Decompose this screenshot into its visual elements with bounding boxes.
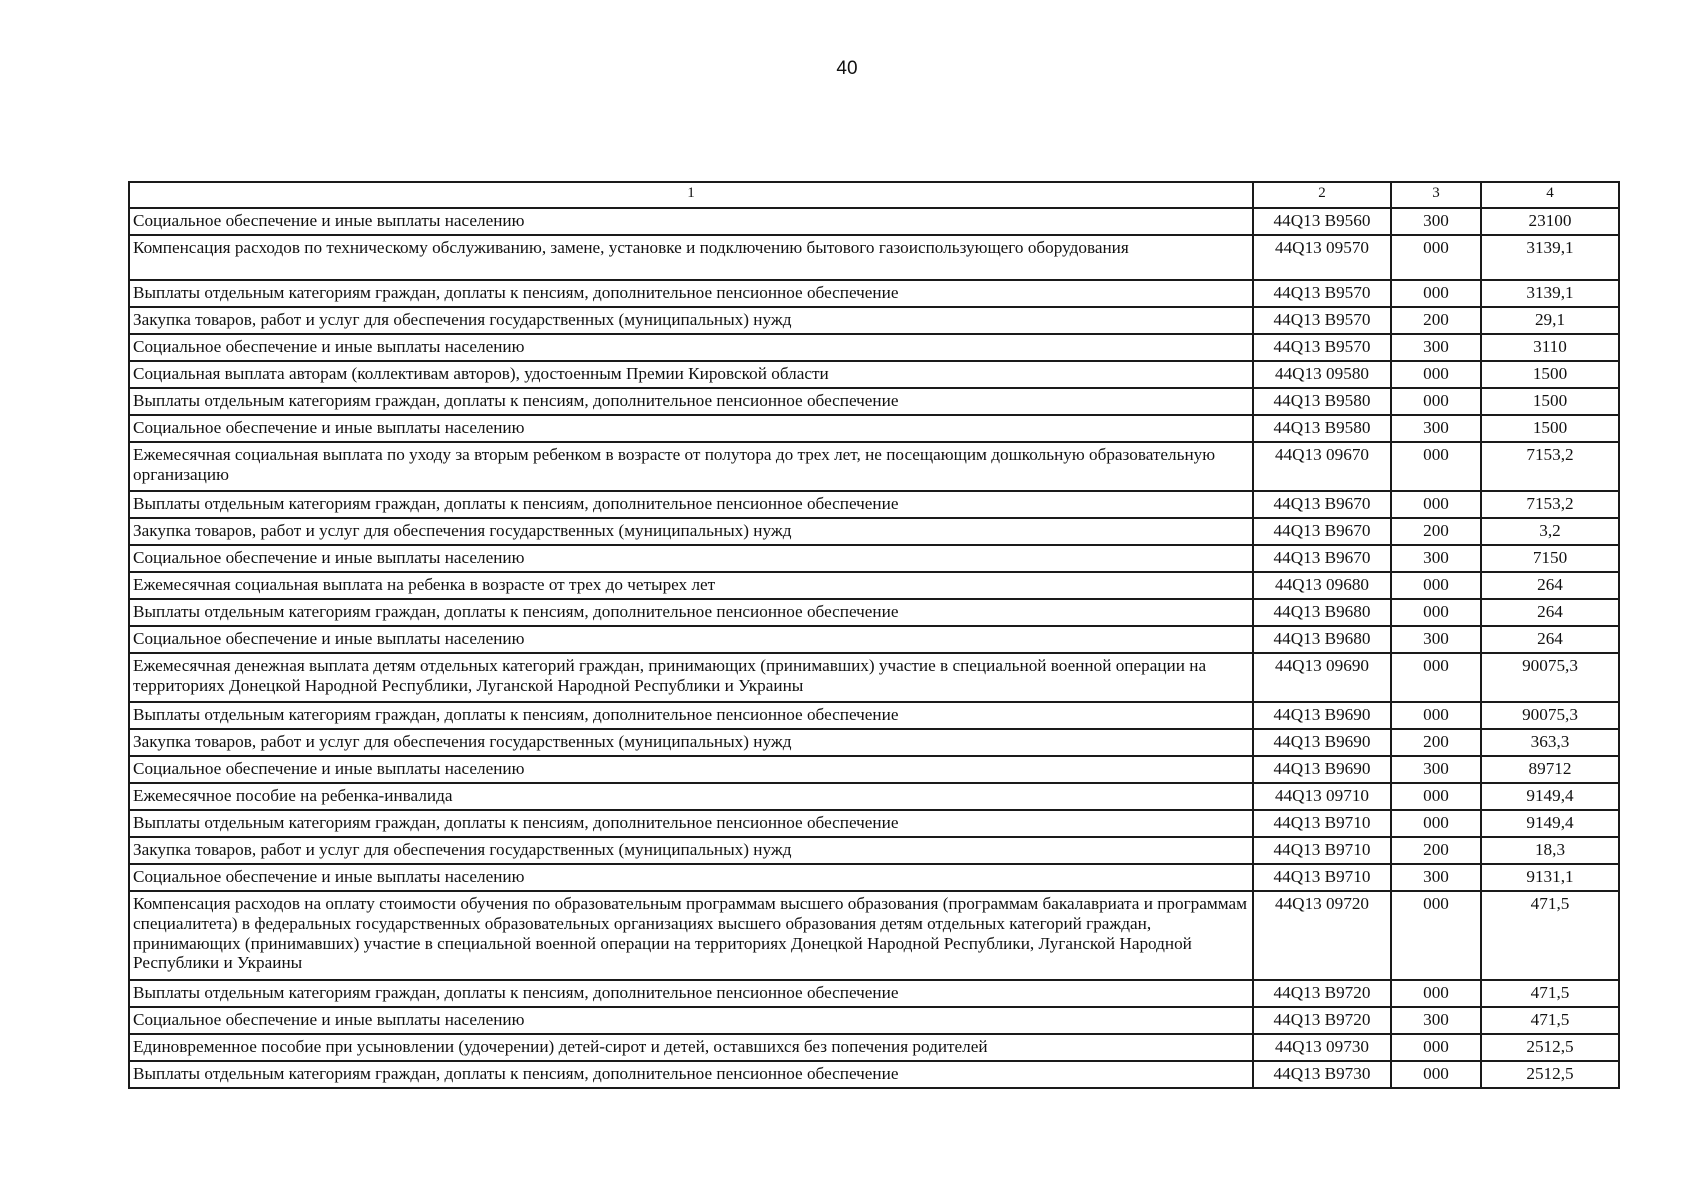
- row-code-cell: 44Q13 B9560: [1253, 208, 1391, 235]
- row-type-cell: 000: [1391, 235, 1481, 280]
- row-type-cell: 000: [1391, 1034, 1481, 1061]
- row-amount-cell: 264: [1481, 599, 1619, 626]
- row-name-cell: Социальное обеспечение и иные выплаты населению: [129, 208, 1253, 235]
- table-row: [129, 626, 1619, 653]
- table-row: [129, 208, 1619, 235]
- table-row: [129, 235, 1619, 280]
- row-code-cell: 44Q13 B9670: [1253, 545, 1391, 572]
- table-row: [129, 518, 1619, 545]
- row-type-cell: 000: [1391, 599, 1481, 626]
- row-name-cell: Социальное обеспечение и иные выплаты населению: [129, 545, 1253, 572]
- table-row: [129, 891, 1619, 980]
- row-type-cell: 000: [1391, 491, 1481, 518]
- column-header-3: 3: [1391, 182, 1481, 208]
- table-row: [129, 729, 1619, 756]
- table-row: [129, 864, 1619, 891]
- row-type-cell: 000: [1391, 1061, 1481, 1088]
- row-type-cell: 000: [1391, 891, 1481, 980]
- row-code-cell: 44Q13 B9570: [1253, 280, 1391, 307]
- row-code-cell: 44Q13 B9690: [1253, 729, 1391, 756]
- row-code-cell: 44Q13 B9570: [1253, 307, 1391, 334]
- row-code-cell: 44Q13 B9680: [1253, 599, 1391, 626]
- table-row: [129, 837, 1619, 864]
- row-amount-cell: 7153,2: [1481, 442, 1619, 491]
- row-amount-cell: 3,2: [1481, 518, 1619, 545]
- row-amount-cell: 9149,4: [1481, 783, 1619, 810]
- row-type-cell: 200: [1391, 307, 1481, 334]
- row-name-cell: Выплаты отдельным категориям граждан, доплаты к пенсиям, дополнительное пенсионное обеспечение: [129, 1061, 1253, 1088]
- row-type-cell: 300: [1391, 756, 1481, 783]
- row-amount-cell: 3110: [1481, 334, 1619, 361]
- row-amount-cell: 2512,5: [1481, 1034, 1619, 1061]
- row-amount-cell: 264: [1481, 572, 1619, 599]
- row-type-cell: 300: [1391, 415, 1481, 442]
- row-code-cell: 44Q13 B9690: [1253, 702, 1391, 729]
- row-name-cell: Ежемесячное пособие на ребенка-инвалида: [129, 783, 1253, 810]
- table-row: [129, 653, 1619, 702]
- row-type-cell: 000: [1391, 280, 1481, 307]
- row-amount-cell: 23100: [1481, 208, 1619, 235]
- page-number: 40: [836, 58, 858, 79]
- table-row: [129, 307, 1619, 334]
- table-row: [129, 388, 1619, 415]
- row-amount-cell: 1500: [1481, 415, 1619, 442]
- row-name-cell: Выплаты отдельным категориям граждан, доплаты к пенсиям, дополнительное пенсионное обеспечение: [129, 810, 1253, 837]
- row-type-cell: 300: [1391, 626, 1481, 653]
- row-name-cell: Выплаты отдельным категориям граждан, доплаты к пенсиям, дополнительное пенсионное обеспечение: [129, 491, 1253, 518]
- row-amount-cell: 471,5: [1481, 1007, 1619, 1034]
- row-type-cell: 200: [1391, 837, 1481, 864]
- table-row: [129, 361, 1619, 388]
- row-name-cell: Социальная выплата авторам (коллективам авторов), удостоенным Премии Кировской области: [129, 361, 1253, 388]
- row-type-cell: 000: [1391, 388, 1481, 415]
- row-name-cell: Социальное обеспечение и иные выплаты населению: [129, 415, 1253, 442]
- row-code-cell: 44Q13 B9730: [1253, 1061, 1391, 1088]
- row-type-cell: 300: [1391, 864, 1481, 891]
- table-row: [129, 415, 1619, 442]
- row-type-cell: 200: [1391, 729, 1481, 756]
- row-name-cell: Социальное обеспечение и иные выплаты населению: [129, 334, 1253, 361]
- column-header-1: 1: [129, 182, 1253, 208]
- row-name-cell: Закупка товаров, работ и услуг для обеспечения государственных (муниципальных) нужд: [129, 837, 1253, 864]
- table-row: [129, 572, 1619, 599]
- row-code-cell: 44Q13 B9570: [1253, 334, 1391, 361]
- row-code-cell: 44Q13 B9670: [1253, 491, 1391, 518]
- row-name-cell: Ежемесячная социальная выплата по уходу за вторым ребенком в возрасте от полутора до трех лет, не посещающим дошкольную образовательную организацию: [129, 442, 1253, 491]
- row-code-cell: 44Q13 09710: [1253, 783, 1391, 810]
- table-row: [129, 783, 1619, 810]
- row-amount-cell: 9149,4: [1481, 810, 1619, 837]
- row-amount-cell: 2512,5: [1481, 1061, 1619, 1088]
- row-amount-cell: 18,3: [1481, 837, 1619, 864]
- row-name-cell: Выплаты отдельным категориям граждан, доплаты к пенсиям, дополнительное пенсионное обеспечение: [129, 599, 1253, 626]
- table-header-row: [129, 182, 1619, 208]
- row-name-cell: Ежемесячная денежная выплата детям отдельных категорий граждан, принимающих (принимавших) участие в специальной военной операции на территориях Донецкой Народной Республики, Луганской Народной Республики и Украины: [129, 653, 1253, 702]
- table-row: [129, 334, 1619, 361]
- row-name-cell: Единовременное пособие при усыновлении (удочерении) детей-сирот и детей, оставшихся без попечения родителей: [129, 1034, 1253, 1061]
- row-name-cell: Социальное обеспечение и иные выплаты населению: [129, 1007, 1253, 1034]
- row-amount-cell: 471,5: [1481, 980, 1619, 1007]
- table-row: [129, 491, 1619, 518]
- row-name-cell: Ежемесячная социальная выплата на ребенка в возрасте от трех до четырех лет: [129, 572, 1253, 599]
- column-header-4: 4: [1481, 182, 1619, 208]
- row-type-cell: 000: [1391, 810, 1481, 837]
- table-row: [129, 756, 1619, 783]
- table-row: [129, 442, 1619, 491]
- row-amount-cell: 1500: [1481, 388, 1619, 415]
- row-amount-cell: 90075,3: [1481, 702, 1619, 729]
- row-amount-cell: 3139,1: [1481, 235, 1619, 280]
- row-amount-cell: 1500: [1481, 361, 1619, 388]
- row-name-cell: Компенсация расходов на оплату стоимости обучения по образовательным программам высшего образования (программам бакалавриата и программам специалитета) в федеральных государственных образовательных организациях высшего образования детям отдельных категорий граждан, принимающих (принимавших) участие в специальной военной операции на территориях Донецкой Народной Республики, Луганской Народной Республики и Украины: [129, 891, 1253, 980]
- table-row: [129, 810, 1619, 837]
- row-type-cell: 000: [1391, 442, 1481, 491]
- row-type-cell: 000: [1391, 702, 1481, 729]
- row-type-cell: 300: [1391, 1007, 1481, 1034]
- row-type-cell: 300: [1391, 334, 1481, 361]
- budget-table: [128, 181, 1620, 1089]
- row-name-cell: Закупка товаров, работ и услуг для обеспечения государственных (муниципальных) нужд: [129, 307, 1253, 334]
- row-code-cell: 44Q13 B9720: [1253, 980, 1391, 1007]
- row-code-cell: 44Q13 09720: [1253, 891, 1391, 980]
- row-code-cell: 44Q13 B9720: [1253, 1007, 1391, 1034]
- row-name-cell: Выплаты отдельным категориям граждан, доплаты к пенсиям, дополнительное пенсионное обеспечение: [129, 280, 1253, 307]
- row-code-cell: 44Q13 B9680: [1253, 626, 1391, 653]
- row-type-cell: 000: [1391, 980, 1481, 1007]
- row-code-cell: 44Q13 B9580: [1253, 415, 1391, 442]
- row-code-cell: 44Q13 B9710: [1253, 864, 1391, 891]
- column-header-2: 2: [1253, 182, 1391, 208]
- row-code-cell: 44Q13 09730: [1253, 1034, 1391, 1061]
- table-row: [129, 545, 1619, 572]
- row-amount-cell: 7153,2: [1481, 491, 1619, 518]
- row-type-cell: 000: [1391, 361, 1481, 388]
- row-code-cell: 44Q13 09680: [1253, 572, 1391, 599]
- row-code-cell: 44Q13 B9670: [1253, 518, 1391, 545]
- row-type-cell: 000: [1391, 783, 1481, 810]
- row-amount-cell: 363,3: [1481, 729, 1619, 756]
- row-code-cell: 44Q13 09580: [1253, 361, 1391, 388]
- row-amount-cell: 29,1: [1481, 307, 1619, 334]
- row-type-cell: 200: [1391, 518, 1481, 545]
- row-code-cell: 44Q13 09690: [1253, 653, 1391, 702]
- table-row: [129, 280, 1619, 307]
- table-body: [129, 208, 1619, 1088]
- row-name-cell: Закупка товаров, работ и услуг для обеспечения государственных (муниципальных) нужд: [129, 729, 1253, 756]
- table-row: [129, 702, 1619, 729]
- table-row: [129, 1034, 1619, 1061]
- row-name-cell: Компенсация расходов по техническому обслуживанию, замене, установке и подключению бытового газоиспользующего оборудования: [129, 235, 1253, 280]
- row-amount-cell: 7150: [1481, 545, 1619, 572]
- row-amount-cell: 9131,1: [1481, 864, 1619, 891]
- row-amount-cell: 3139,1: [1481, 280, 1619, 307]
- row-name-cell: Выплаты отдельным категориям граждан, доплаты к пенсиям, дополнительное пенсионное обеспечение: [129, 388, 1253, 415]
- row-type-cell: 300: [1391, 545, 1481, 572]
- row-amount-cell: 264: [1481, 626, 1619, 653]
- table-row: [129, 1061, 1619, 1088]
- row-type-cell: 000: [1391, 572, 1481, 599]
- row-code-cell: 44Q13 B9690: [1253, 756, 1391, 783]
- row-name-cell: Выплаты отдельным категориям граждан, доплаты к пенсиям, дополнительное пенсионное обеспечение: [129, 980, 1253, 1007]
- row-name-cell: Закупка товаров, работ и услуг для обеспечения государственных (муниципальных) нужд: [129, 518, 1253, 545]
- row-amount-cell: 89712: [1481, 756, 1619, 783]
- row-code-cell: 44Q13 B9710: [1253, 837, 1391, 864]
- row-name-cell: Социальное обеспечение и иные выплаты населению: [129, 864, 1253, 891]
- row-name-cell: Социальное обеспечение и иные выплаты населению: [129, 756, 1253, 783]
- row-code-cell: 44Q13 B9710: [1253, 810, 1391, 837]
- row-code-cell: 44Q13 09670: [1253, 442, 1391, 491]
- row-name-cell: Выплаты отдельным категориям граждан, доплаты к пенсиям, дополнительное пенсионное обеспечение: [129, 702, 1253, 729]
- table-row: [129, 980, 1619, 1007]
- row-type-cell: 300: [1391, 208, 1481, 235]
- row-name-cell: Социальное обеспечение и иные выплаты населению: [129, 626, 1253, 653]
- table-row: [129, 1007, 1619, 1034]
- row-type-cell: 000: [1391, 653, 1481, 702]
- row-amount-cell: 90075,3: [1481, 653, 1619, 702]
- row-amount-cell: 471,5: [1481, 891, 1619, 980]
- row-code-cell: 44Q13 09570: [1253, 235, 1391, 280]
- row-code-cell: 44Q13 B9580: [1253, 388, 1391, 415]
- table-row: [129, 599, 1619, 626]
